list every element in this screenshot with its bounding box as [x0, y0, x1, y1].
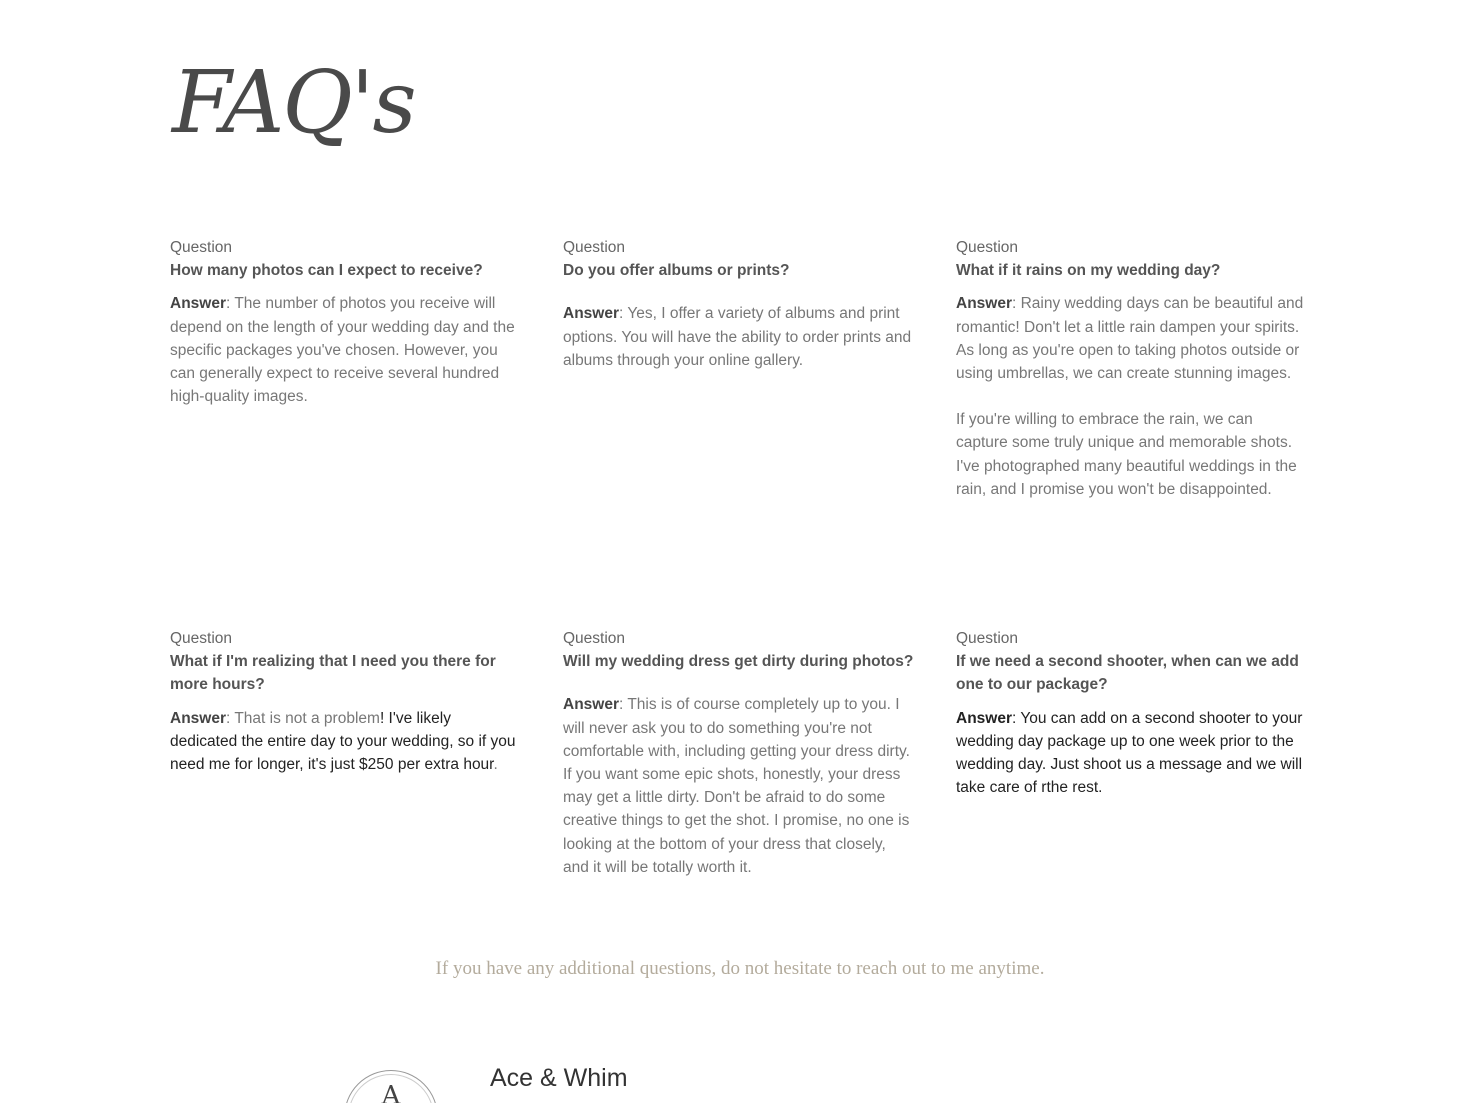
- question-label: Question: [563, 239, 626, 256]
- answer-text: : Rainy wedding days can be beautiful and romantic! Don't let a little rain dampen your spirits. As long as you're open to taking photos outside or using umbrellas, we can create stunning images.: [956, 295, 1304, 383]
- faq-answer: [956, 292, 1308, 385]
- answer-text-part2: ! I've likely dedicated the entire day to your wedding, so if you need me for longer, it's just $250 per extra hour: [170, 709, 516, 774]
- question-label: Question: [956, 630, 1019, 647]
- faq-item-photos-count: [170, 236, 522, 408]
- faq-item-second-shooter: [956, 627, 1308, 799]
- answer-text: : The number of photos you receive will depend on the length of your wedding day and the specific packages you've chosen. However, you can generally expect to receive several hundred high-quality images.: [170, 295, 515, 406]
- answer-label: Answer: [956, 295, 1012, 313]
- closing-note: If you have any additional questions, do not hesitate to reach out to me anytime.: [435, 958, 1045, 979]
- faq-answer: [170, 707, 522, 777]
- question-label: Question: [956, 239, 1019, 256]
- page-title: FAQ's: [172, 53, 415, 153]
- answer-label: Answer: [170, 295, 226, 313]
- answer-label: Answer: [563, 305, 619, 323]
- question-label: Question: [170, 630, 233, 647]
- faq-item-more-hours: [170, 627, 522, 776]
- brand-logo[interactable]: [344, 1070, 438, 1103]
- footer-brand-name[interactable]: Ace & Whim: [490, 1064, 628, 1092]
- faq-answer: [563, 693, 915, 879]
- faq-question: How many photos can I expect to receive?: [170, 262, 483, 280]
- answer-text: : You can add on a second shooter to your wedding day package up to one week prior to the wedding day. Just shoot us a message and we will take care of rthe rest.: [956, 709, 1303, 797]
- faq-question: If we need a second shooter, when can we add one to our package?: [956, 653, 1299, 694]
- faq-answer-extra: If you're willing to embrace the rain, we can capture some truly unique and memorable shots. I've photographed many beautiful weddings in the rain, and I promise you won't be disappointed.: [956, 411, 1297, 498]
- answer-text-part1: : That is not a problem: [226, 709, 380, 727]
- faq-item-dress-dirty: [563, 627, 915, 879]
- faq-item-rain: [956, 236, 1308, 501]
- question-label: Question: [170, 239, 233, 256]
- faq-answer: [170, 292, 522, 408]
- faq-question: Will my wedding dress get dirty during photos?: [563, 653, 914, 671]
- faq-question: Do you offer albums or prints?: [563, 262, 790, 280]
- question-label: Question: [563, 630, 626, 647]
- faq-question: What if I'm realizing that I need you there for more hours?: [170, 653, 496, 694]
- brand-logo-glyph: A: [381, 1081, 401, 1103]
- faq-answer: [956, 707, 1308, 800]
- faq-item-albums-prints: [563, 236, 915, 372]
- answer-text: : Yes, I offer a variety of albums and print options. You will have the ability to order prints and albums through your online gallery.: [563, 305, 912, 369]
- answer-label: Answer: [170, 709, 226, 727]
- faq-answer: [563, 302, 915, 372]
- answer-label: Answer: [956, 709, 1012, 727]
- answer-label: Answer: [563, 696, 619, 714]
- faq-question: What if it rains on my wedding day?: [956, 262, 1221, 280]
- answer-text: : This is of course completely up to you. I will never ask you to do something you're not comfortable with, including getting your dress dirty. If you want some epic shots, honestly, your dress may get a little dirty. Don't be afraid to do some creative things to get the shot. I promise, no one is looking at the bottom of your dress that closely, and it will be totally worth it.: [563, 696, 910, 876]
- answer-text-part3: .: [493, 756, 498, 774]
